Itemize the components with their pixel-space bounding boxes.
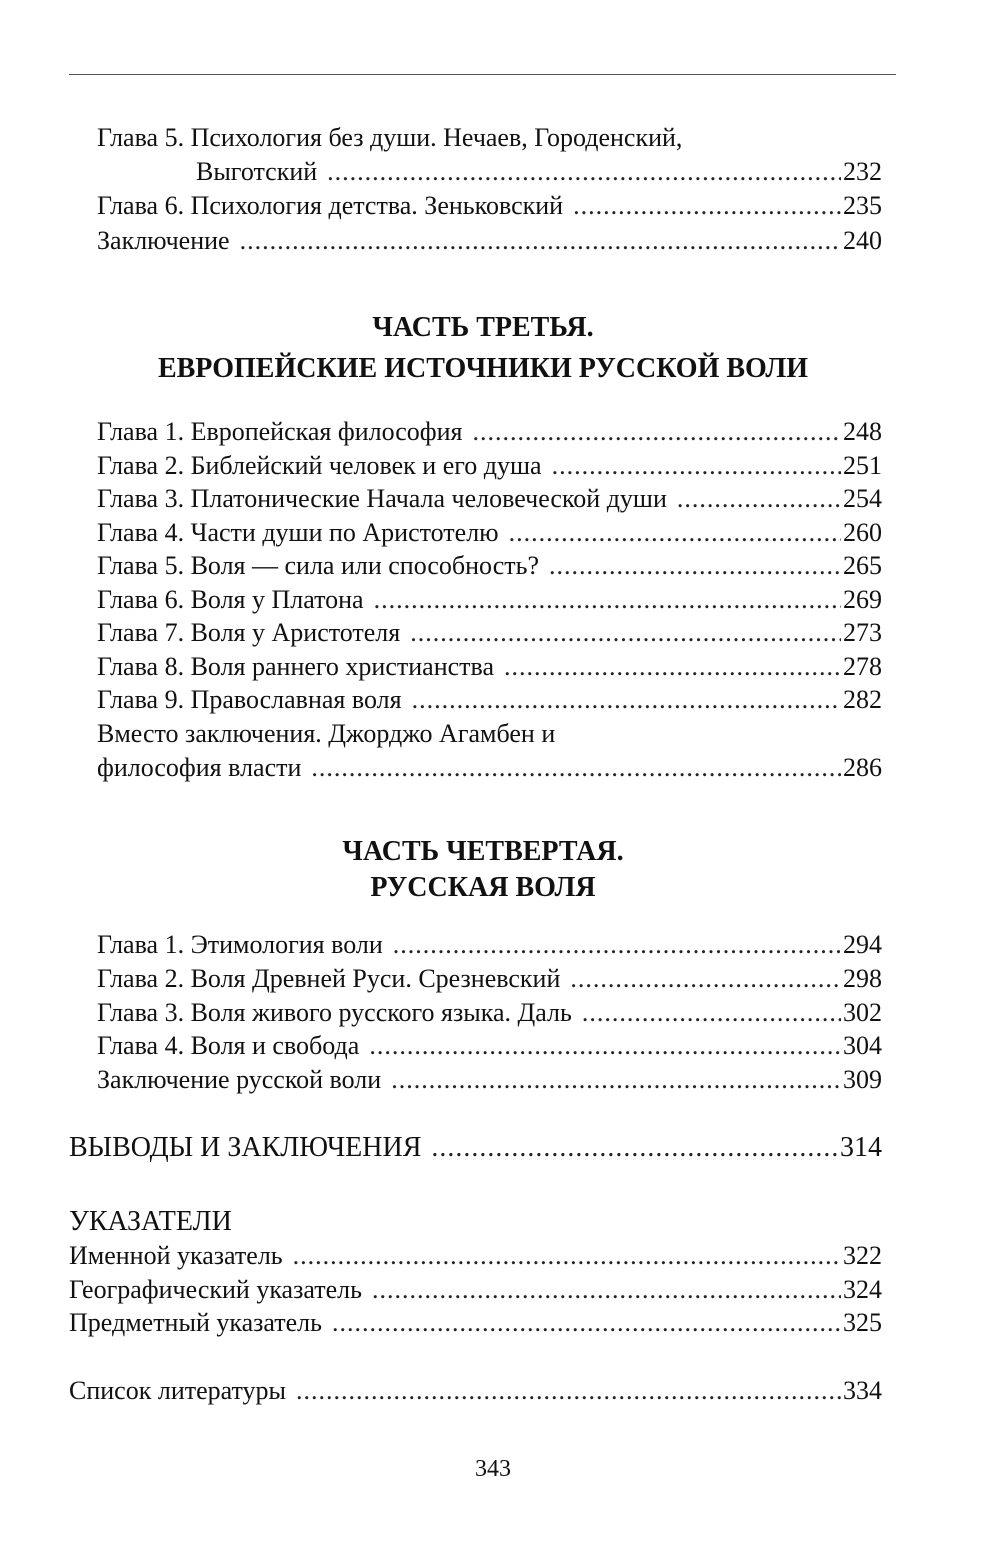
toc-entry-label-line1: Глава 5. Психология без души. Нечаев, Городенский,	[97, 123, 683, 152]
dot-leader	[570, 962, 841, 996]
dot-leader	[372, 1273, 841, 1307]
dot-leader	[509, 516, 841, 550]
toc-entry-label: Глава 4. Воля и свобода	[97, 1031, 360, 1060]
toc-entry-page: 322	[843, 1241, 882, 1270]
toc-entry-label: философия власти	[97, 753, 302, 782]
toc-entry-label: Выготский	[196, 157, 318, 186]
toc-entry[interactable]	[69, 1306, 882, 1340]
dot-leader	[374, 583, 841, 617]
toc-entry[interactable]	[97, 683, 882, 717]
part-heading: РУССКАЯ ВОЛЯ	[370, 872, 596, 903]
toc-entry-label: Глава 5. Воля — сила или способность?	[97, 551, 539, 580]
indexes-heading: УКАЗАТЕЛИ	[69, 1206, 232, 1237]
toc-entry-page: 273	[843, 618, 882, 647]
dot-leader	[311, 751, 841, 785]
toc-entry-label: Заключение русской воли	[97, 1065, 382, 1094]
toc-entry-label: Глава 1. Европейская философия	[97, 417, 463, 446]
toc-entry-page: 248	[843, 417, 882, 446]
toc-entry[interactable]	[97, 616, 882, 650]
dot-leader	[582, 996, 841, 1030]
toc-entry-page: 278	[843, 652, 882, 681]
toc-entry-page: 304	[843, 1031, 882, 1060]
dot-leader	[393, 928, 841, 962]
toc-entry[interactable]	[97, 583, 882, 617]
toc-entry-label: Глава 2. Воля Древней Руси. Срезневский	[97, 964, 561, 993]
dot-leader	[552, 449, 841, 483]
toc-entry-page: 334	[843, 1376, 882, 1405]
toc-entry-page: 294	[843, 930, 882, 959]
dot-leader	[431, 1131, 838, 1165]
toc-entry-page: 251	[843, 451, 882, 480]
toc-entry[interactable]	[97, 415, 882, 449]
toc-entry-label: Глава 3. Воля живого русского языка. Даль	[97, 998, 572, 1027]
toc-entry-page: 325	[843, 1308, 882, 1337]
toc-entry-page: 265	[843, 551, 882, 580]
toc-entry-page: 260	[843, 518, 882, 547]
toc-entry-page: 302	[843, 998, 882, 1027]
toc-entry[interactable]	[196, 155, 882, 189]
toc-entry-label: Глава 3. Платонические Начала человеческой души	[97, 484, 667, 513]
dot-leader	[332, 1306, 841, 1340]
toc-entry[interactable]	[97, 1029, 882, 1063]
dot-leader	[293, 1239, 841, 1273]
toc-entry[interactable]	[97, 516, 882, 550]
dot-leader	[327, 155, 841, 189]
dot-leader	[296, 1374, 841, 1408]
dot-leader	[677, 482, 841, 516]
part-heading: ЕВРОПЕЙСКИЕ ИСТОЧНИКИ РУССКОЙ ВОЛИ	[157, 353, 809, 384]
toc-entry[interactable]	[69, 1273, 882, 1307]
toc-entry[interactable]	[97, 962, 882, 996]
toc-entry[interactable]	[97, 1063, 882, 1097]
toc-entry-page: 324	[843, 1275, 882, 1304]
toc-entry[interactable]	[97, 996, 882, 1030]
toc-entry-label-line1: Вместо заключения. Джорджо Агамбен и	[97, 719, 556, 748]
top-rule	[69, 74, 896, 75]
toc-entry[interactable]	[97, 189, 882, 223]
dot-leader	[549, 549, 841, 583]
toc-entry-page: 254	[843, 484, 882, 513]
toc-entry-label: Предметный указатель	[69, 1308, 323, 1337]
toc-entry-label: Глава 6. Воля у Платона	[97, 585, 364, 614]
dot-leader	[504, 650, 841, 684]
toc-entry[interactable]	[97, 650, 882, 684]
toc-entry[interactable]	[97, 482, 882, 516]
toc-entry-page: 282	[843, 685, 882, 714]
part-heading: ЧАСТЬ ЧЕТВЕРТАЯ.	[342, 836, 624, 867]
toc-entry-bibliography[interactable]	[69, 1374, 882, 1408]
dot-leader	[240, 224, 841, 258]
dot-leader	[391, 1063, 841, 1097]
toc-entry-label: Глава 1. Этимология воли	[97, 930, 383, 959]
toc-entry-label: Географический указатель	[69, 1275, 362, 1304]
toc-entry-label: Глава 8. Воля раннего христианства	[97, 652, 494, 681]
toc-entry-label: Глава 9. Православная воля	[97, 685, 402, 714]
part-heading: ЧАСТЬ ТРЕТЬЯ.	[372, 312, 594, 343]
dot-leader	[573, 189, 841, 223]
toc-entry-label: Именной указатель	[69, 1241, 283, 1270]
toc-entry[interactable]	[97, 449, 882, 483]
toc-entry[interactable]	[97, 224, 882, 258]
toc-entry-label: Глава 6. Психология детства. Зеньковский	[97, 191, 564, 220]
toc-entry-page: 232	[843, 157, 882, 186]
toc-entry-conclusions[interactable]	[69, 1131, 882, 1165]
toc-entry-page: 269	[843, 585, 882, 614]
toc-entry-label: Глава 2. Библейский человек и его душа	[97, 451, 542, 480]
toc-entry-page: 314	[840, 1132, 882, 1163]
toc-entry-label: Глава 4. Части души по Аристотелю	[97, 518, 499, 547]
dot-leader	[412, 683, 841, 717]
toc-entry-page: 286	[843, 753, 882, 782]
toc-entry[interactable]	[69, 1239, 882, 1273]
toc-entry[interactable]	[97, 751, 882, 785]
toc-entry[interactable]	[97, 928, 882, 962]
toc-entry-label: Список литературы	[69, 1376, 286, 1405]
toc-entry-page: 298	[843, 964, 882, 993]
toc-entry-label: Глава 7. Воля у Аристотеля	[97, 618, 401, 647]
toc-entry-page: 235	[843, 191, 882, 220]
toc-entry[interactable]	[97, 549, 882, 583]
toc-entry-page: 309	[843, 1065, 882, 1094]
toc-entry-page: 240	[843, 226, 882, 255]
toc-entry-label: Заключение	[97, 226, 230, 255]
dot-leader	[369, 1029, 841, 1063]
dot-leader	[473, 415, 841, 449]
toc-entry-label: ВЫВОДЫ И ЗАКЛЮЧЕНИЯ	[69, 1132, 422, 1163]
page-number: 343	[475, 1456, 511, 1482]
dot-leader	[410, 616, 841, 650]
